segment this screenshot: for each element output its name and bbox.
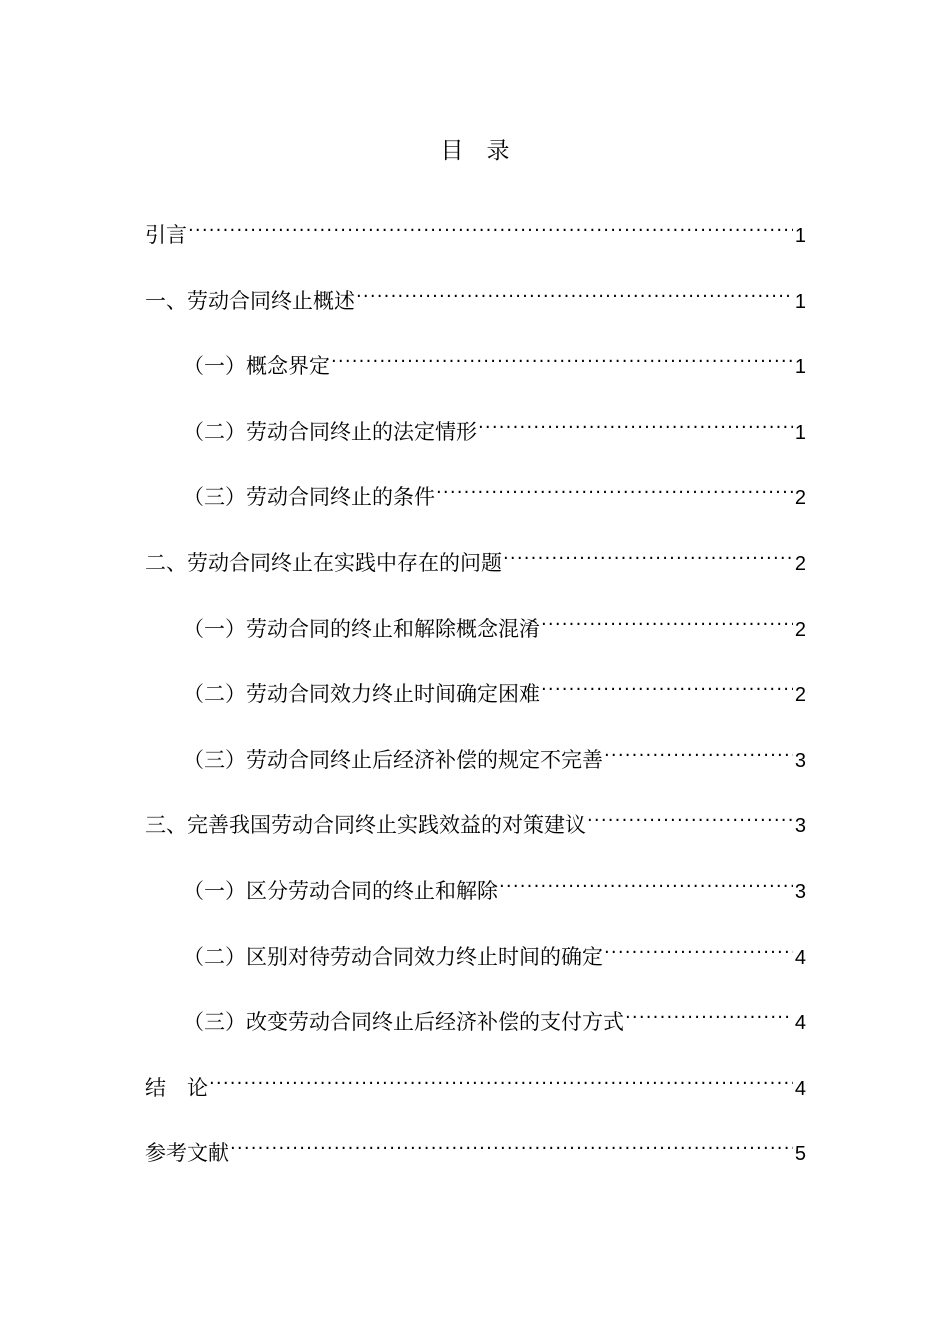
toc-dot-leader (625, 993, 793, 1029)
toc-page-number: 1 (794, 421, 806, 444)
toc-dot-leader (587, 796, 793, 832)
toc-dot-leader (541, 665, 793, 701)
toc-entry[interactable] (145, 600, 806, 666)
toc-dot-leader (478, 403, 793, 439)
toc-entry[interactable] (145, 337, 806, 403)
toc-entry[interactable] (145, 206, 806, 272)
toc-entry[interactable] (145, 403, 806, 469)
toc-entry-label: （二）劳动合同效力终止时间确定困难 (183, 682, 540, 707)
toc-entry[interactable] (145, 928, 806, 994)
toc-page-number: 1 (794, 225, 806, 247)
toc-page-number: 4 (794, 1012, 806, 1035)
toc-entry-label: （二）劳动合同终止的法定情形 (183, 419, 477, 444)
toc-entry-label: 三、完善我国劳动合同终止实践效益的对策建议 (145, 813, 586, 838)
toc-entry-label: （一）概念界定 (183, 354, 330, 379)
toc-page-number: 4 (794, 946, 806, 969)
toc-dot-leader (436, 468, 793, 504)
toc-dot-leader (356, 272, 793, 308)
toc-entry[interactable] (145, 272, 806, 338)
toc-dot-leader (604, 731, 793, 767)
toc-dot-leader (209, 1059, 793, 1095)
toc-page-number: 1 (794, 356, 806, 379)
toc-entry[interactable] (145, 862, 806, 928)
toc-page-number: 2 (794, 487, 806, 510)
toc-page-number: 3 (794, 880, 806, 903)
toc-entry-label: 一、劳动合同终止概述 (145, 288, 355, 313)
toc-entry[interactable] (145, 468, 806, 534)
toc-entry[interactable] (145, 731, 806, 797)
toc-entry[interactable] (145, 534, 806, 600)
toc-dot-leader (331, 337, 793, 373)
toc-entry-label: （三）劳动合同终止的条件 (183, 485, 435, 510)
toc-entry[interactable] (145, 1124, 806, 1190)
toc-entry-label: （三）劳动合同终止后经济补偿的规定不完善 (183, 747, 603, 772)
toc-entry-label: （一）区分劳动合同的终止和解除 (183, 878, 498, 903)
toc-entry-label: 结 论 (145, 1075, 208, 1100)
toc-entry-label: （二）区别对待劳动合同效力终止时间的确定 (183, 944, 603, 969)
toc-dot-leader (604, 928, 793, 964)
toc-entry[interactable] (145, 665, 806, 731)
toc-page-number: 3 (794, 815, 806, 838)
toc-entry[interactable] (145, 1059, 806, 1125)
toc-entry-label: 引言 (145, 223, 187, 247)
toc-page-number: 2 (794, 684, 806, 707)
toc-dot-leader (541, 600, 793, 636)
toc-entry-label: 参考文献 (145, 1141, 229, 1166)
toc-list (145, 206, 806, 1190)
toc-entry-label: （三）改变劳动合同终止后经济补偿的支付方式 (183, 1010, 624, 1035)
toc-entry-label: 二、劳动合同终止在实践中存在的问题 (145, 550, 502, 575)
toc-dot-leader (230, 1124, 793, 1160)
toc-dot-leader (503, 534, 793, 570)
toc-page-number: 5 (794, 1143, 806, 1166)
toc-entry[interactable] (145, 993, 806, 1059)
toc-page-number: 1 (794, 290, 806, 313)
toc-page-number: 2 (794, 618, 806, 641)
toc-entry-label: （一）劳动合同的终止和解除概念混淆 (183, 616, 540, 641)
toc-entry[interactable] (145, 796, 806, 862)
toc-title: 目 录 (440, 138, 510, 164)
toc-page-number: 3 (794, 749, 806, 772)
toc-page-number: 2 (794, 552, 806, 575)
toc-dot-leader (499, 862, 793, 898)
toc-page-number: 4 (794, 1077, 806, 1100)
toc-dot-leader (188, 206, 793, 242)
